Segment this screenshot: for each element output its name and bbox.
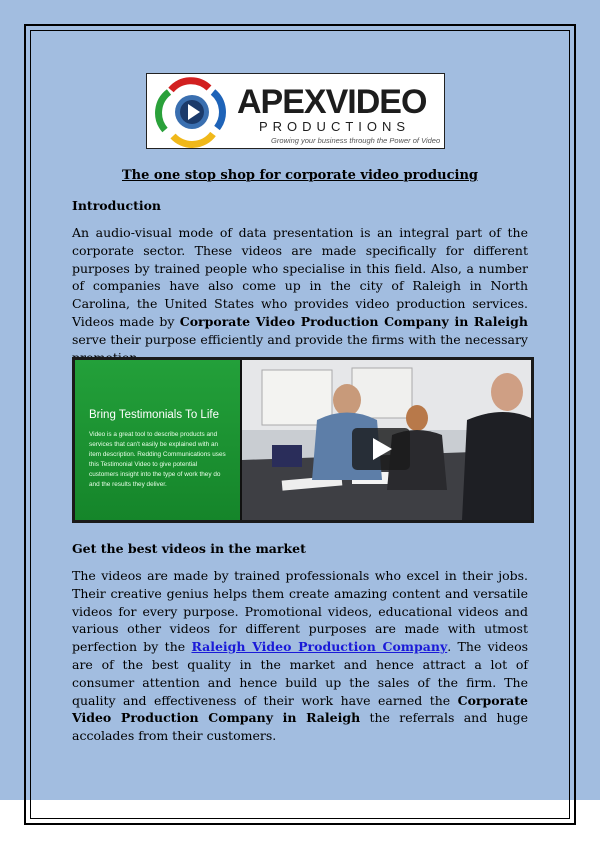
page-title: The one stop shop for corporate video producing xyxy=(121,168,478,183)
promo-body: Video is a great tool to describe products and services that can't easily be explained with an item description. Redding Communications uses this Testimonial Video to give potential customers insight into the type of work they do and the results they deliver. xyxy=(89,431,226,488)
section2-text-2: . The videos are of the best quality in the market and hence attract a lot of consumer attention and hence build up the sales of the firm. The quality and effectiveness of their work have earned the xyxy=(72,639,529,708)
logo-emblem-icon xyxy=(147,74,237,149)
promo-green-panel xyxy=(75,360,240,520)
section2-bold-company: Corporate Video Production Company in Raleigh xyxy=(72,692,528,726)
logo-tagline: Growing your business through the Power of Video xyxy=(271,136,441,145)
intro-bold-company: Corporate Video Production Company in Raleigh xyxy=(179,313,528,329)
testimonial-video-thumbnail[interactable] xyxy=(72,357,534,523)
logo-name: APEXVIDEO xyxy=(237,83,427,121)
intro-text-2: serve their purpose efficiently and provide the firms with the necessary xyxy=(72,331,528,347)
section2-text-1: The videos are made by trained professionals who excel in their jobs. Their creative genius helps them create amazing content and versatile videos for every purpose. Promotional videos, educational videos and various other videos for different purposes are made with utmost perfection by the xyxy=(72,568,528,655)
section2-text-3: the referrals and huge accolades from their customers. xyxy=(72,710,528,744)
logo-sub: PRODUCTIONS xyxy=(259,119,411,134)
intro-text-1: An audio-visual mode of data presentation is an integral part of the corporate sector. These videos are made specifically for different purposes by trained people who specialise in this field. Also, a number of companies have also come up in the city of Raleigh in North Carolina, the United States who provides video production services. Videos made by xyxy=(72,225,528,329)
intro-paragraph xyxy=(72,224,528,366)
section2-paragraph xyxy=(72,567,528,745)
office-scene-image xyxy=(242,360,531,520)
apex-video-logo[interactable] xyxy=(146,73,445,149)
promo-title: Bring Testimonials To Life xyxy=(89,409,219,421)
intro-heading: Introduction xyxy=(72,198,162,213)
section2-heading: Get the best videos in the market xyxy=(72,541,306,556)
raleigh-video-production-link[interactable]: Raleigh Video Production Company xyxy=(191,639,448,655)
